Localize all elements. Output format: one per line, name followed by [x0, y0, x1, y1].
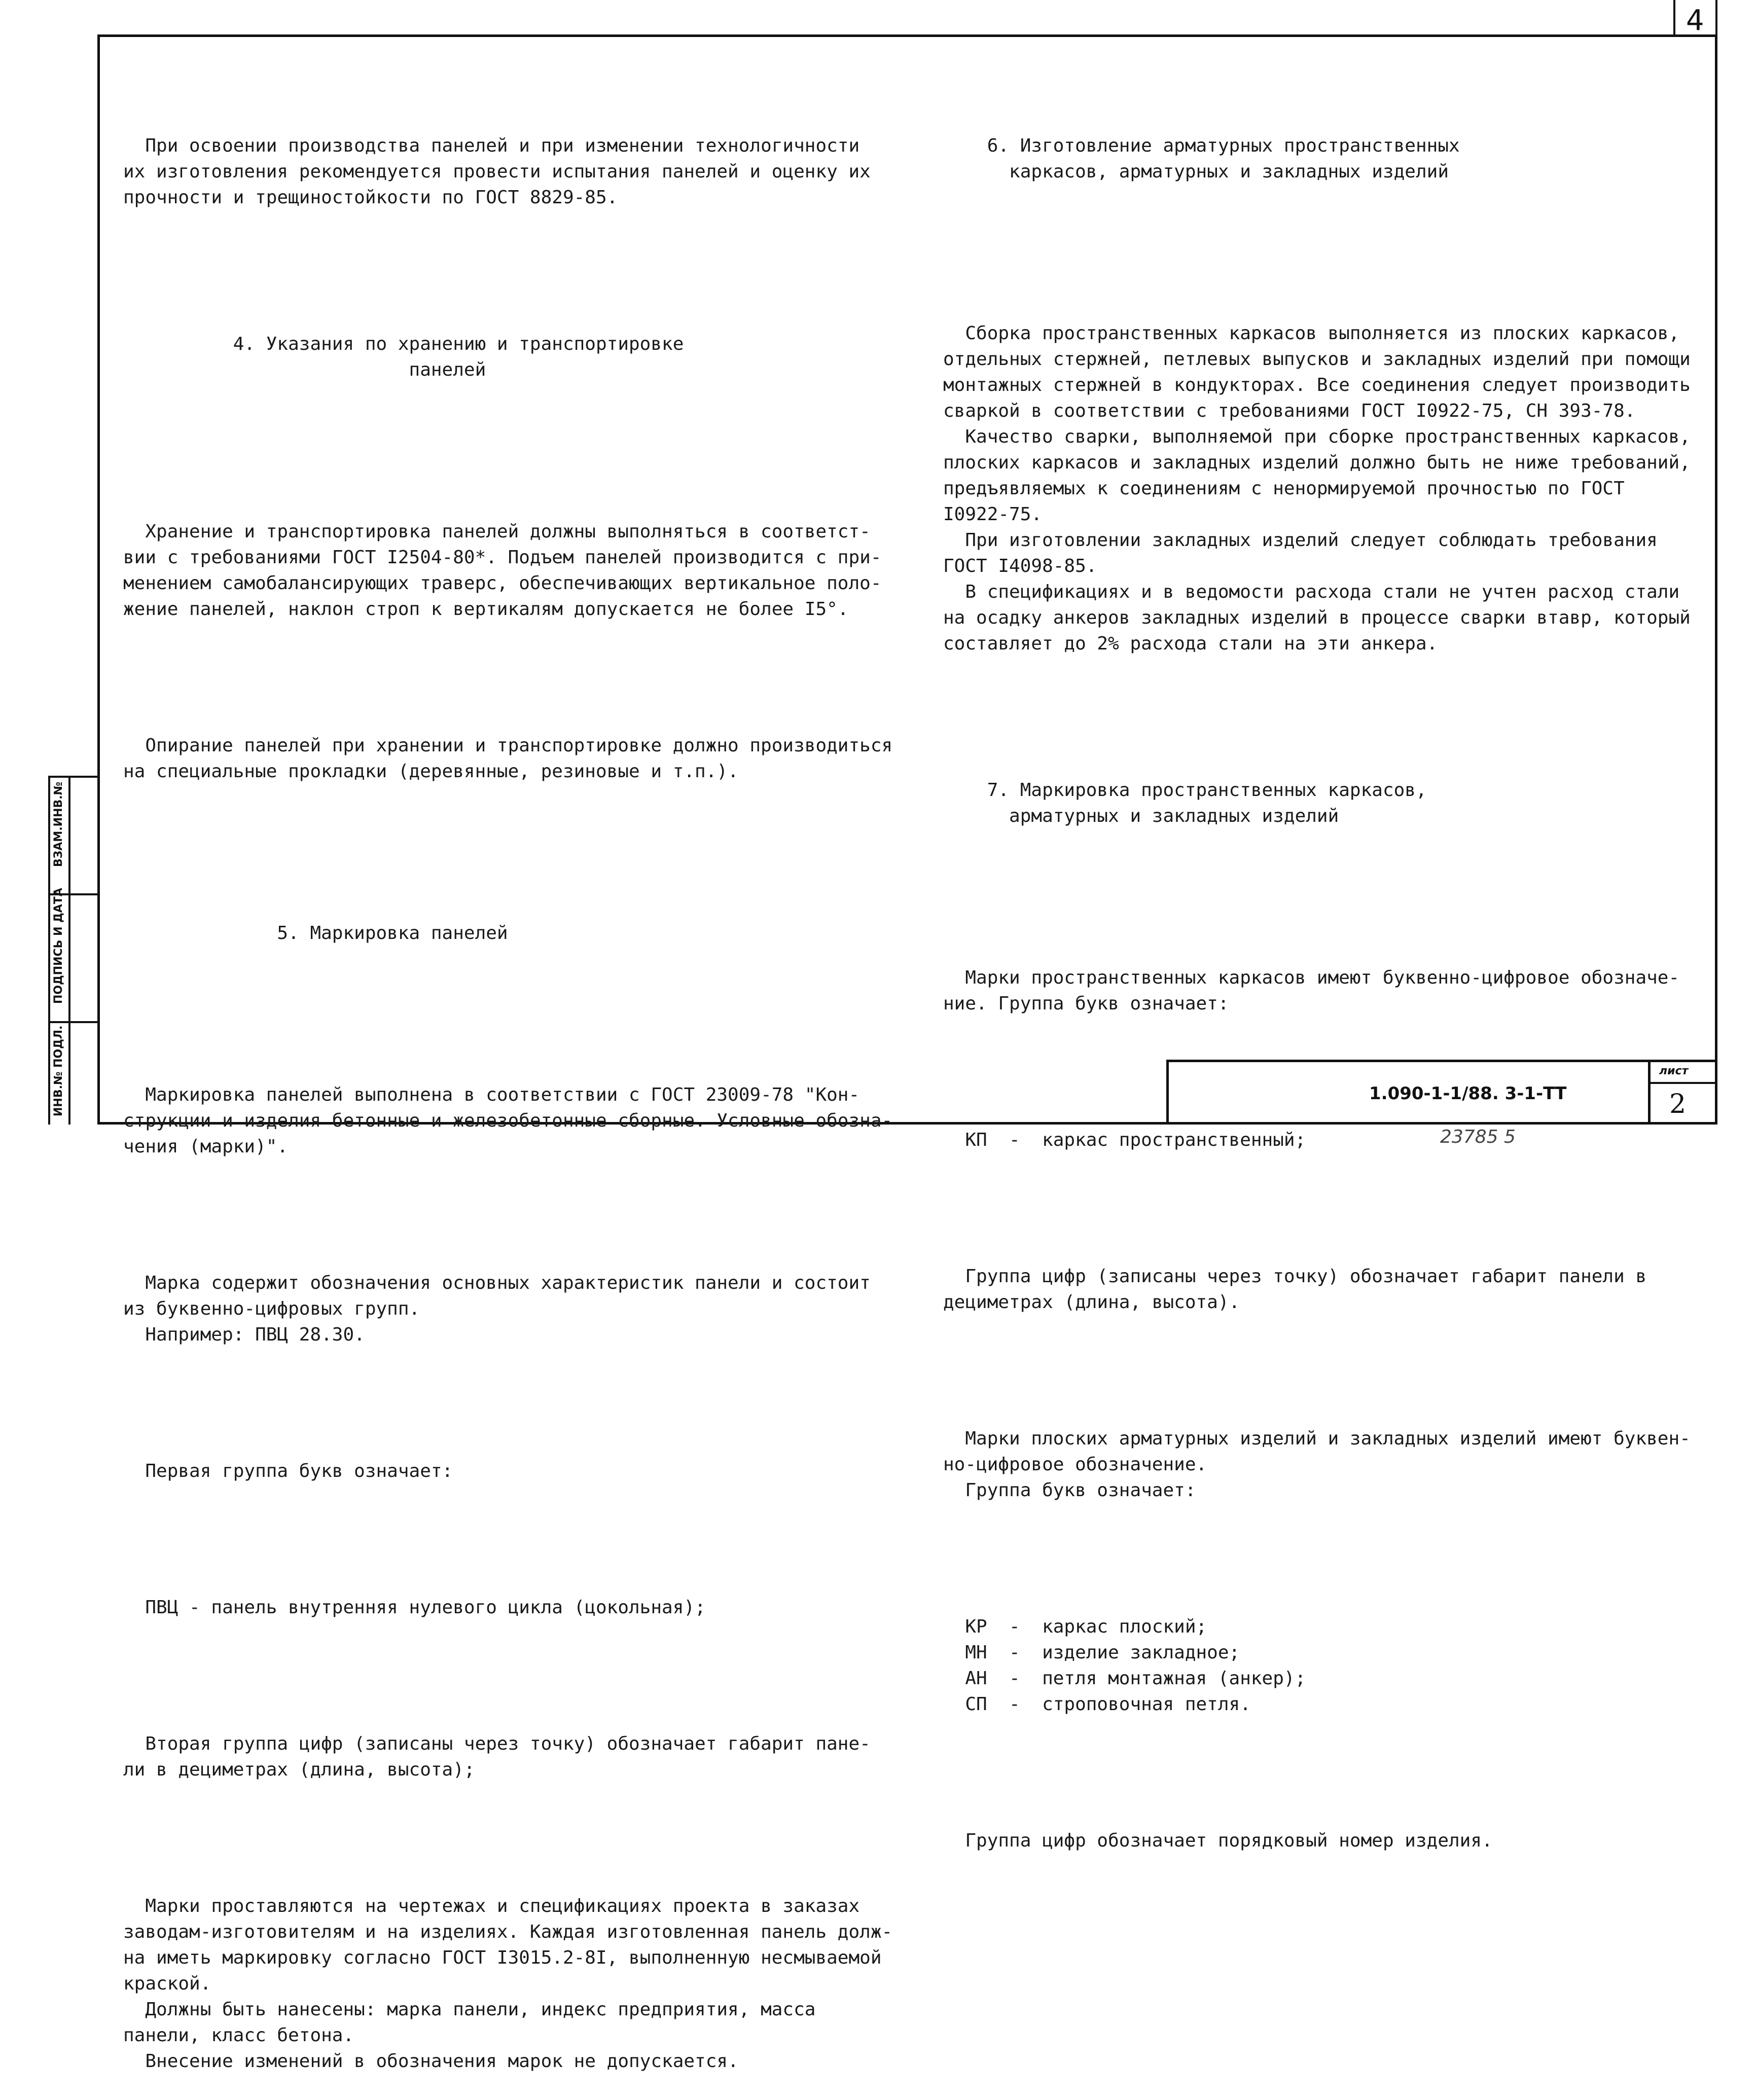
top-right-edge [1673, 0, 1675, 35]
section6-heading: 6. Изготовление арматурных пространственных каркасов, арматурных и закладных изделий [987, 135, 1460, 182]
document-code: 1.090-1-1/88. 3-1-ТТ [1369, 1083, 1567, 1104]
section5-heading: 5. Маркировка панелей [123, 923, 508, 944]
left-column [123, 81, 892, 2100]
archive-number: 23785 5 [1440, 1127, 1516, 1147]
intro-paragraph: При освоении производства панелей и при изменении технологичности их изготовления рекомендуется провести испытания панелей и оценку их прочности и трещиностойкости по ГОСТ 8829-85. [123, 135, 871, 208]
side-label-original-inv: ИНВ.№ ПОДЛ. [52, 1025, 65, 1116]
section5-paragraph-1: Маркировка панелей выполнена в соответствии с ГОСТ 23009-78 "Кон- струкции и изделия бетонные и железобетонные сборные. Условные обозна- чения (марки)". [123, 1084, 893, 1157]
section7-paragraph-1: Марки пространственных каркасов имеют буквенно-цифровое обозначе- ние. Группа букв означает: [943, 967, 1680, 1014]
section5-paragraph-6: Марки проставляются на чертежах и спецификациях проекта в заказах заводам-изготовителям и на изделиях. Каждая изготовленная панель долж- на иметь маркировку согласно ГОСТ I3015.2-8I, выполненную несмываемой краской. Должны быть нанесены: марка панели, индекс предприятия, масса панели, класс бетона. Внесение изменений в обозначения марок не допускается. [123, 1896, 893, 2072]
page-corner-number: 4 [1686, 4, 1704, 37]
right-column [943, 81, 1691, 1879]
section7-paragraph-2: КП - каркас пространственный; [943, 1130, 1306, 1150]
section5-paragraph-5: Вторая группа цифр (записаны через точку) обозначает габарит пане- ли в дециметрах (длина, высота); [123, 1733, 871, 1780]
section6-paragraph: Сборка пространственных каркасов выполняется из плоских каркасов, отдельных стержней, петлевых выпусков и закладных изделий при помощи монтажных стержней в кондукторах. Все соединения следует производить сваркой в соответствии с требованиями ГОСТ I0922-75, СН 393-78. Качество сварки, выполняемой при сборке пространственных каркасов, плоских каркасов и закладных изделий должно быть не ниже требований, предъявляемых к соединениям с ненормируемой прочностью по ГОСТ I0922-75. При изготовлении закладных изделий следует соблюдать требования ГОСТ I4098-85. В спецификациях и в ведомости расхода стали не учтен расход стали на осадку анкеров закладных изделий в процессе сварки втавр, который составляет до 2% расхода стали на эти анкера. [943, 323, 1691, 654]
section7-heading: 7. Маркировка пространственных каркасов, арматурных и закладных изделий [987, 780, 1427, 826]
section7-paragraph-3: Группа цифр (записаны через точку) обозначает габарит панели в дециметрах (длина, высота). [943, 1266, 1647, 1313]
side-label-signature-date: ПОДПИСЬ И ДАТА [52, 888, 65, 1004]
section5-paragraph-2: Марка содержит обозначения основных характеристик панели и состоит из буквенно-цифровых групп. Например: ПВЦ 28.30. [123, 1273, 871, 1345]
sheet-label: лист [1659, 1065, 1689, 1077]
section7-paragraph-5: Группа цифр обозначает порядковый номер изделия. [943, 1830, 1493, 1851]
side-label-replacement-inv: ВЗАМ.ИНВ.№ [52, 781, 65, 867]
section7-list: КР - каркас плоский; МН - изделие закладное; АН - петля монтажная (анкер); СП - строповочная петля. [965, 1616, 1306, 1715]
sheet-number: 2 [1669, 1089, 1687, 1119]
side-binding-strip [48, 776, 97, 1125]
section4-paragraph-1: Хранение и транспортировка панелей должны выполняться в соответст- вии с требованиями ГОСТ I2504-80*. Подъем панелей производится с при- менением самобалансирующих траверс, обеспечивающих вертикальное поло- жение панелей, наклон строп к вертикалям допускается не более I5°. [123, 521, 882, 620]
right-margin-line [1715, 0, 1717, 821]
section7-paragraph-4: Марки плоских арматурных изделий и закладных изделий имеют буквен- но-цифровое обозначение. Группа букв означает: [943, 1428, 1691, 1501]
section4-heading: 4. Указания по хранению и транспортировке панелей [233, 334, 684, 380]
section5-paragraph-3: Первая группа букв означает: [123, 1461, 453, 1481]
section5-paragraph-4: ПВЦ - панель внутренняя нулевого цикла (цокольная); [123, 1597, 706, 1618]
section4-paragraph-2: Опирание панелей при хранении и транспортировке должно производиться на специальные прокладки (деревянные, резиновые и т.п.). [123, 735, 893, 782]
